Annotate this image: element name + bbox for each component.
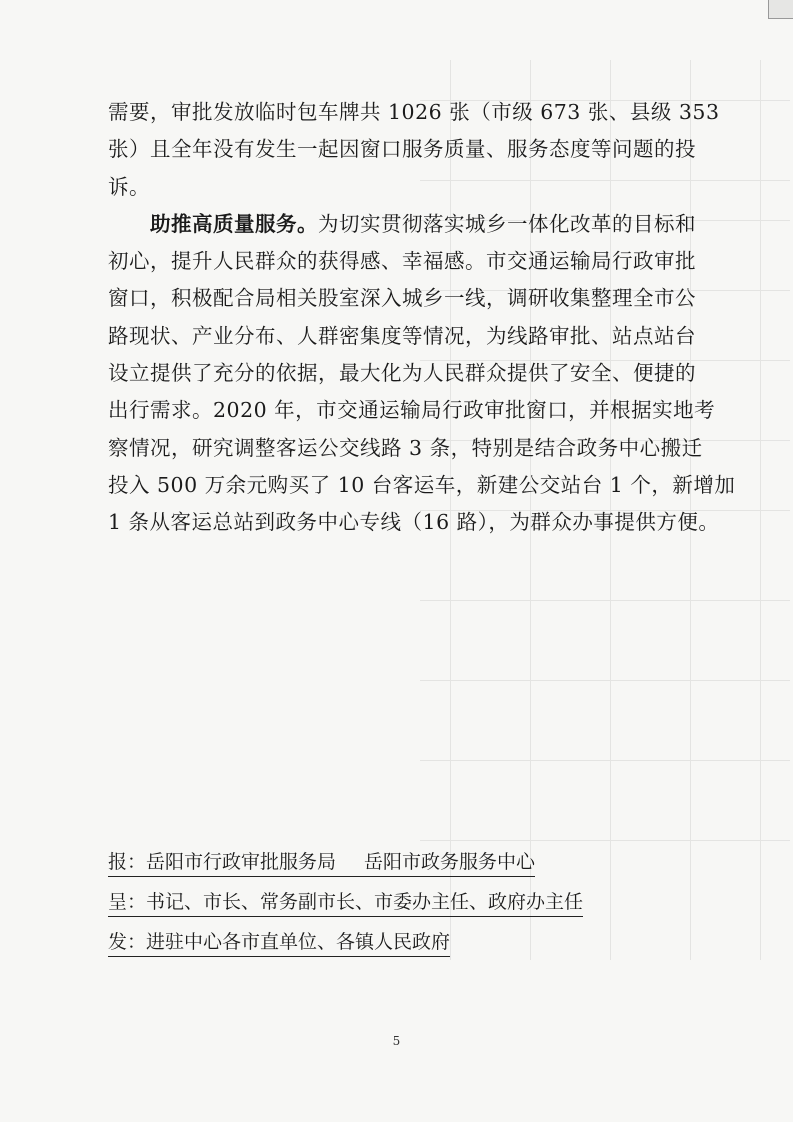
paragraph1-line-1: 需要，审批发放临时包车牌共 1026 张（市级 673 张、县级 353 <box>108 100 720 124</box>
paragraph2-line-2: 初心，提升人民群众的获得感、幸福感。市交通运输局行政审批 <box>108 249 696 274</box>
submit-recipients: 书记、市长、常务副市长、市委办主任、政府办主任 <box>146 891 584 913</box>
paragraph2-first-line-rest: 为切实贯彻落实城乡一体化改革的目标和 <box>318 211 696 236</box>
report-recipient-1: 岳阳市行政审批服务局 <box>146 851 337 873</box>
paragraph2-line-5: 设立提供了充分的依据，最大化为人民群众提供了安全、便捷的 <box>108 361 696 386</box>
report-to-line <box>108 842 668 882</box>
page-number: 5 <box>392 1034 401 1048</box>
report-recipient-2: 岳阳市政务服务中心 <box>364 851 536 873</box>
send-recipients: 进驻中心各市直单位、各镇人民政府 <box>146 931 451 953</box>
submit-label: 呈： <box>108 891 147 913</box>
paragraph2-line-8: 投入 500 万余元购买了 10 台客运车，新建公交站台 1 个，新增加 <box>108 472 736 497</box>
paragraph2-line-9: 1 条从客运总站到政务中心专线（16 路），为群众办事提供方便。 <box>108 510 720 535</box>
paragraph1-line-3: 诉。 <box>108 174 150 199</box>
body-text <box>108 94 736 542</box>
paragraph2-first-line <box>108 206 696 243</box>
distribution-list <box>108 842 668 962</box>
paragraph2-lead-heading: 助推高质量服务。 <box>150 211 318 236</box>
paragraph2-line-3: 窗口，积极配合局相关股室深入城乡一线，调研收集整理全市公 <box>108 286 696 311</box>
paragraph1-line-2: 张）且全年没有发生一起因窗口服务质量、服务态度等问题的投 <box>108 137 696 162</box>
paragraph2-line-7: 察情况，研究调整客运公交线路 3 条，特别是结合政务中心搬迁 <box>108 435 703 460</box>
send-label: 发： <box>108 931 147 953</box>
paragraph2-line-6: 出行需求。2020 年，市交通运输局行政审批窗口，并根据实地考 <box>108 398 716 423</box>
scan-corner-mark <box>768 0 793 19</box>
submit-to-line <box>108 882 668 922</box>
report-label: 报： <box>108 851 147 873</box>
paragraph2-line-4: 路现状、产业分布、人群密集度等情况，为线路审批、站点站台 <box>108 323 696 348</box>
send-to-line <box>108 922 668 962</box>
